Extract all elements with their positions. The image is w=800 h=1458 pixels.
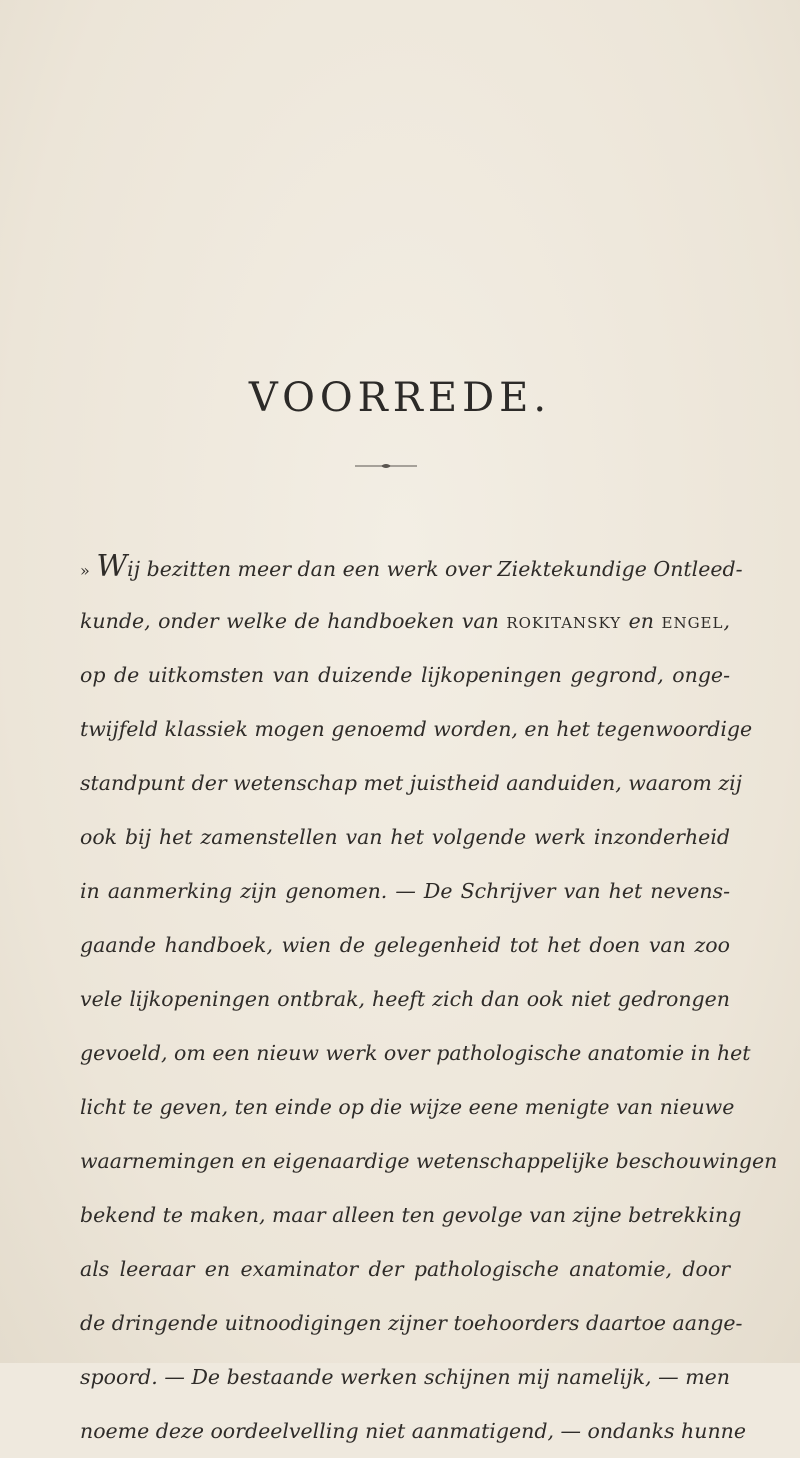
text-line-7: in aanmerking zijn genomen. — De Schrijver van het nevens- [80, 879, 730, 903]
line-text-before: kunde, onder welke de handboeken van [80, 609, 507, 633]
text-line-6: ook bij het zamenstellen van het volgende werk inzonderheid [80, 825, 730, 849]
text-line-8: gaande handboek, wien de gelegenheid tot het doen van zoo [80, 933, 730, 957]
text-line-10: gevoeld, om een nieuw werk over pathologische anatomie in het [80, 1041, 751, 1065]
text-line-14: als leeraar en examinator der pathologische anatomie, door [80, 1257, 730, 1281]
page-title: VOORREDE. [248, 375, 552, 421]
opening-quote: » [80, 561, 90, 580]
line-text-mid: en [621, 609, 662, 633]
author-name-engel: ENGEL [661, 614, 724, 632]
text-line-1 [80, 540, 743, 594]
text-line-15: de dringende uitnoodigingen zijner toehoorders daartoe aange- [80, 1311, 743, 1335]
text-line-11: licht te geven, ten einde op die wijze eene menigte van nieuwe [80, 1095, 735, 1119]
text-line-12: waarnemingen en eigenaardige wetenschappelijke beschouwingen [80, 1149, 778, 1173]
author-name-rokitansky: ROKITANSKY [506, 614, 622, 632]
line-text-after: , [723, 609, 730, 633]
text-line-16: spoord. — De bestaande werken schijnen mij namelijk, — men [80, 1365, 730, 1389]
text-line-4: twijfeld klassiek mogen genoemd worden, en het tegenwoordige [80, 717, 753, 741]
text-line-3: op de uitkomsten van duizende lijkopeningen gegrond, onge- [80, 663, 730, 687]
text-line-9: vele lijkopeningen ontbrak, heeft zich dan ook niet gedrongen [80, 987, 730, 1011]
drop-cap: W [96, 549, 128, 584]
text-line-13: bekend te maken, maar alleen ten gevolge van zijne betrekking [80, 1203, 742, 1227]
text-line-5: standpunt der wetenschap met juistheid aanduiden, waarom zij [80, 771, 743, 795]
text-line-17: noeme deze oordeelvelling niet aanmatigend, — ondanks hunne [80, 1419, 746, 1443]
preface-paragraph [80, 540, 778, 1458]
title-ornament-rule [355, 462, 417, 470]
line-text: ij bezitten meer dan een werk over Ziektekundige Ontleed- [127, 557, 743, 581]
text-line-2 [80, 594, 730, 648]
